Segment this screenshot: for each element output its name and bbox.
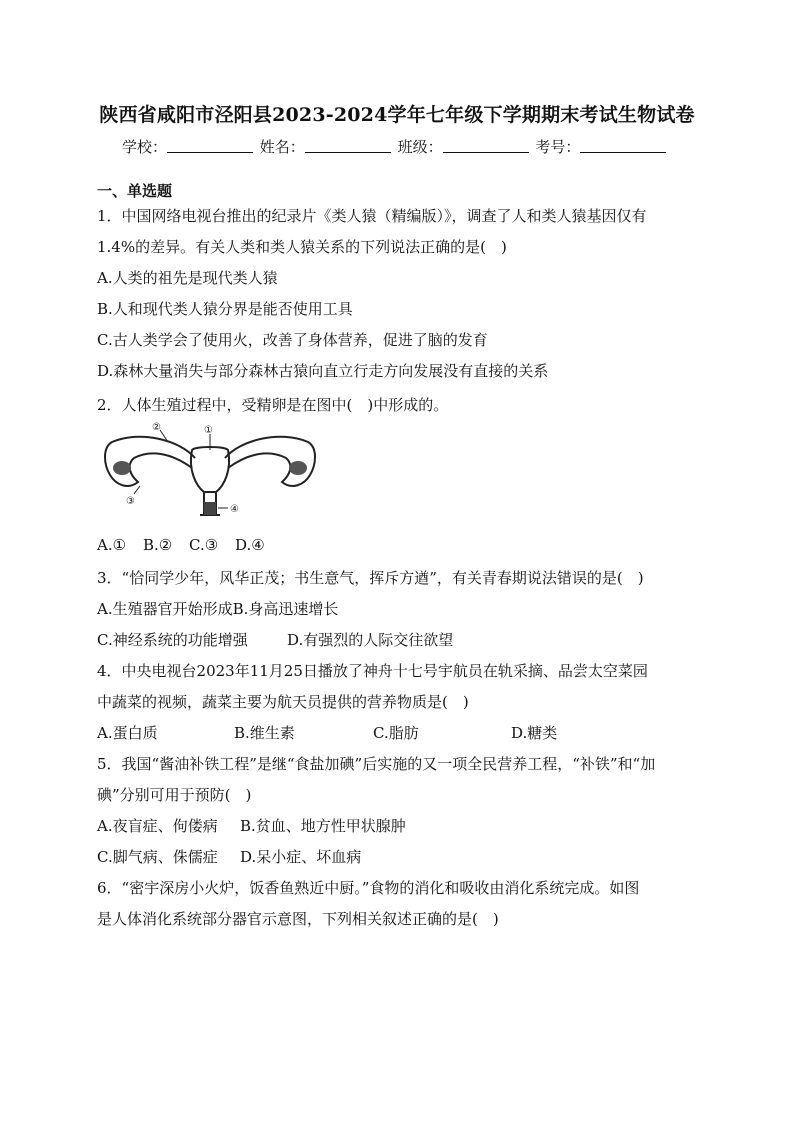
- q2-option-a: A.①: [97, 536, 127, 554]
- school-label: 学校：: [122, 138, 168, 156]
- q1-option-d: D.森林大量消失与部分森林古猿向直立行走方向发展没有直接的关系: [97, 362, 549, 380]
- q2-option-b: B.②: [143, 536, 173, 554]
- q5-option-c: C.脚气病、侏儒症: [97, 848, 218, 866]
- q4-stem-line1: 4．中央电视台2023年11月25日播放了神舟十七号宇航员在轨采摘、品尝太空菜园: [97, 662, 648, 680]
- q3-option-c: C.神经系统的功能增强: [97, 631, 248, 649]
- q1-stem-line1: 1．中国网络电视台推出的纪录片《类人猿（精编版）》，调查了人和类人猿基因仅有: [97, 207, 647, 225]
- school-blank[interactable]: [167, 138, 253, 153]
- fig-label-3: ③: [126, 496, 135, 507]
- female-reproductive-diagram: [100, 420, 320, 520]
- q5-options-row1: [97, 815, 406, 836]
- q4-option-a: A.蛋白质: [97, 724, 158, 742]
- right-oviduct: [225, 437, 315, 486]
- page-title: 陕西省咸阳市泾阳县2023-2024学年七年级下学期期末考试生物试卷: [99, 104, 695, 126]
- q5-stem-line2: 碘”分别可用于预防( ): [97, 786, 252, 804]
- q5-option-d: D.呆小症、坏血病: [240, 848, 362, 866]
- q4-option-d: D.糖类: [511, 724, 558, 742]
- q5-stem-line1: 5．我国“酱油补铁工程”是继“食盐加碘”后实施的又一项全民营养工程，“补铁”和“加: [97, 755, 656, 773]
- q4-option-c: C.脂肪: [373, 724, 419, 742]
- fig-label-2: ②: [152, 422, 161, 433]
- fig-label-1: ①: [204, 425, 213, 436]
- q4-stem-line2: 中蔬菜的视频，蔬菜主要为航天员提供的营养物质是( ): [97, 693, 469, 711]
- q3-options-row2: [97, 629, 453, 650]
- q2-options: [97, 536, 265, 554]
- q2-option-d: D.④: [235, 536, 265, 554]
- exam-no-blank[interactable]: [580, 138, 666, 153]
- left-oviduct: [105, 437, 195, 486]
- q6-stem-line2: 是人体消化系统部分器官示意图，下列相关叙述正确的是( ): [97, 910, 499, 928]
- q3-option-a: A.生殖器官开始形成: [97, 600, 233, 618]
- q3-options-row1: [97, 598, 338, 619]
- q3-option-d: D.有强烈的人际交往欲望: [287, 631, 454, 649]
- q3-stem: 3．“恰同学少年，风华正茂；书生意气，挥斥方遒”，有关青春期说法错误的是( ): [97, 569, 644, 587]
- q1-option-a: A.人类的祖先是现代类人猿: [97, 269, 278, 287]
- q3-option-b: B.身高迅速增长: [232, 600, 339, 618]
- name-label: 姓名：: [259, 138, 305, 156]
- q5-option-a: A.夜盲症、佝偻病: [97, 817, 218, 835]
- name-blank[interactable]: [305, 138, 391, 153]
- q1-option-c: C.古人类学会了使用火，改善了身体营养，促进了脑的发育: [97, 331, 488, 349]
- fig-label-4: ④: [230, 504, 239, 515]
- exam-no-label: 考号：: [535, 138, 581, 156]
- student-info-row: [122, 136, 668, 157]
- q5-option-b: B.贫血、地方性甲状腺肿: [240, 817, 406, 835]
- right-ovary: [289, 461, 307, 475]
- q1-stem-line2: 1.4%的差异。有关人类和类人猿关系的下列说法正确的是( ): [97, 238, 507, 256]
- section-heading: 一、单选题: [97, 182, 173, 200]
- class-label: 班级：: [397, 138, 443, 156]
- q2-option-c: C.③: [189, 536, 219, 554]
- uterus: [191, 447, 229, 492]
- q1-option-b: B.人和现代类人猿分界是能否使用工具: [97, 300, 353, 318]
- q5-options-row2: [97, 846, 361, 867]
- q4-option-b: B.维生素: [234, 724, 295, 742]
- q4-options: [97, 722, 557, 743]
- q6-stem-line1: 6．“密宇深房小火炉，饭香鱼熟近中厨。”食物的消化和吸收由消化系统完成。如图: [97, 879, 640, 897]
- left-ovary: [113, 461, 131, 475]
- q2-stem: 2．人体生殖过程中，受精卵是在图中( )中形成的。: [97, 396, 449, 414]
- class-blank[interactable]: [443, 138, 529, 153]
